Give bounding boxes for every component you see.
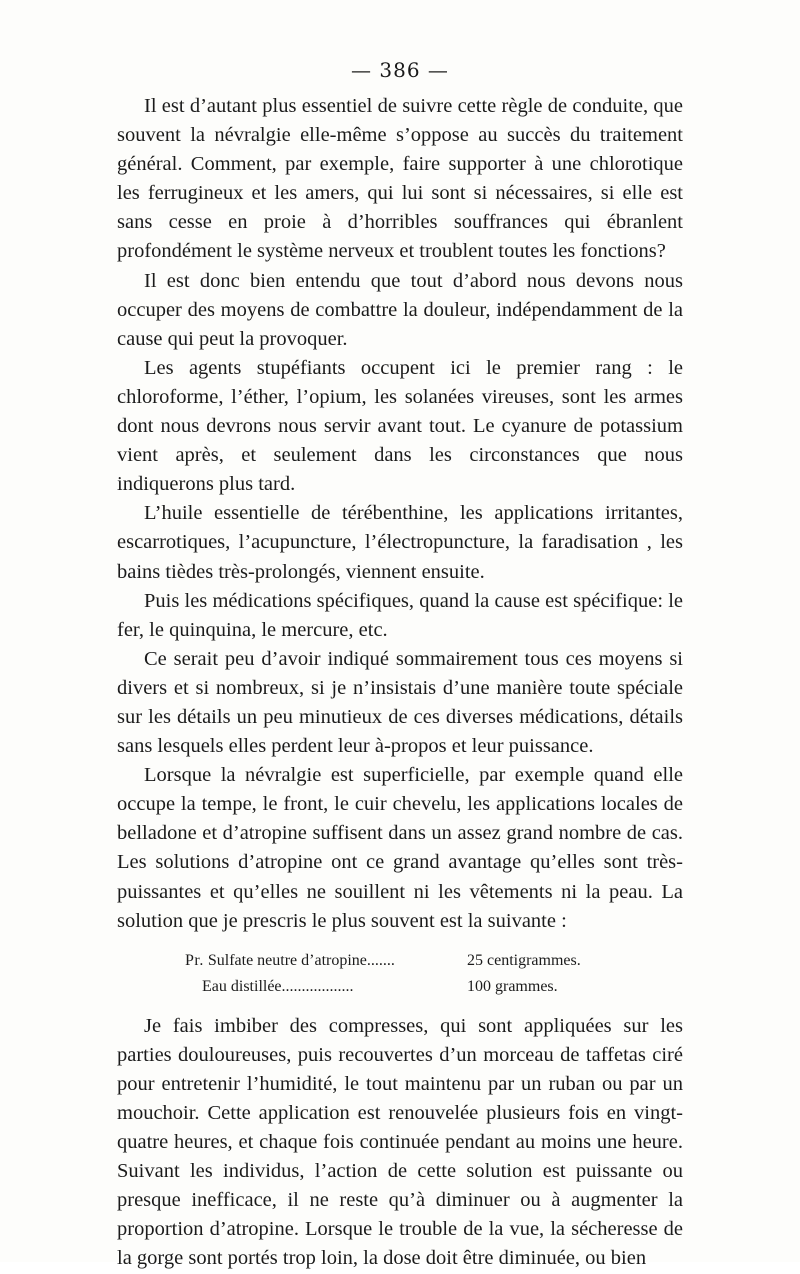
- page-number: — 386 —: [351, 58, 449, 82]
- paragraph: Ce serait peu d’avoir indiqué sommairement tous ces moyens si divers et si nombreux, si je n’insistais d’une manière toute spéciale sur les détails un peu minutieux de ces diverses médications, détails sans lesquels elles perdent leur à-propos et leur puissance.: [117, 647, 683, 758]
- prescription-ingredient: Sulfate neutre d’atropine.......: [207, 951, 395, 969]
- page-text: [117, 92, 683, 1274]
- prescription-quantity: 100 grammes.: [467, 977, 558, 995]
- paragraph: Lorsque la névralgie est superficielle, par exemple quand elle occupe la tempe, le front, le cuir chevelu, les applications locales de belladone et d’atropine suffisent dans un assez grand nombre de cas. Les solutions d’atropine ont ce grand avantage qu’elles sont très-puissantes et qu’elles ne souillent ni les vêtements ni la peau. La solution que je prescris le plus souvent est la suivante :: [117, 764, 683, 932]
- paragraph: Les agents stupéfiants occupent ici le premier rang : le chloroforme, l’éther, l’opium, les solanées vireuses, sont les armes dont nous devrons nous servir avant tout. Le cyanure de potassium vient après, et seulement dans les circonstances que nous indiquerons plus tard.: [117, 356, 683, 496]
- paragraph: Puis les médications spécifiques, quand la cause est spécifique: le fer, le quinquina, le mercure, etc.: [117, 589, 683, 641]
- prescription-formula: [117, 948, 683, 1000]
- prescription-row: [117, 974, 683, 1000]
- prescription-abbreviation: Pr.: [185, 951, 204, 969]
- prescription-quantity: 25 centigrammes.: [467, 951, 581, 969]
- prescription-row: [117, 948, 683, 974]
- paragraph: Je fais imbiber des compresses, qui sont appliquées sur les parties douloureuses, puis recouvertes d’un morceau de taffetas ciré pour entretenir l’humidité, le tout maintenu par un ruban ou par un mouchoir. Cette application est renouvelée plusieurs fois en vingt-quatre heures, et chaque fois continuée pendant au moins une heure. Suivant les individus, l’action de cette solution est puissante ou presque inefficace, il ne reste qu’à diminuer ou à augmenter la proportion d’atropine. Lorsque le trouble de la vue, la sécheresse de la gorge sont portés trop loin, la dose doit être diminuée, ou bien: [117, 1014, 683, 1270]
- prescription-ingredient: Eau distillée..................: [202, 977, 354, 995]
- paragraph: Il est donc bien entendu que tout d’abord nous devons nous occuper des moyens de combattre la douleur, indépendamment de la cause qui peut la provoquer.: [117, 269, 683, 350]
- paragraph: L’huile essentielle de térébenthine, les applications irritantes, escarrotiques, l’acupuncture, l’électropuncture, la faradisation , les bains tièdes très-prolongés, viennent ensuite.: [117, 502, 683, 583]
- paragraph: Il est d’autant plus essentiel de suivre cette règle de conduite, que souvent la névralgie elle-même s’oppose au succès du traitement général. Comment, par exemple, faire supporter à une chlorotique les ferrugineux et les amers, qui lui sont si nécessaires, si elle est sans cesse en proie à d’horribles souffrances qui ébranlent profondément le système nerveux et troublent toutes les fonctions?: [117, 95, 683, 263]
